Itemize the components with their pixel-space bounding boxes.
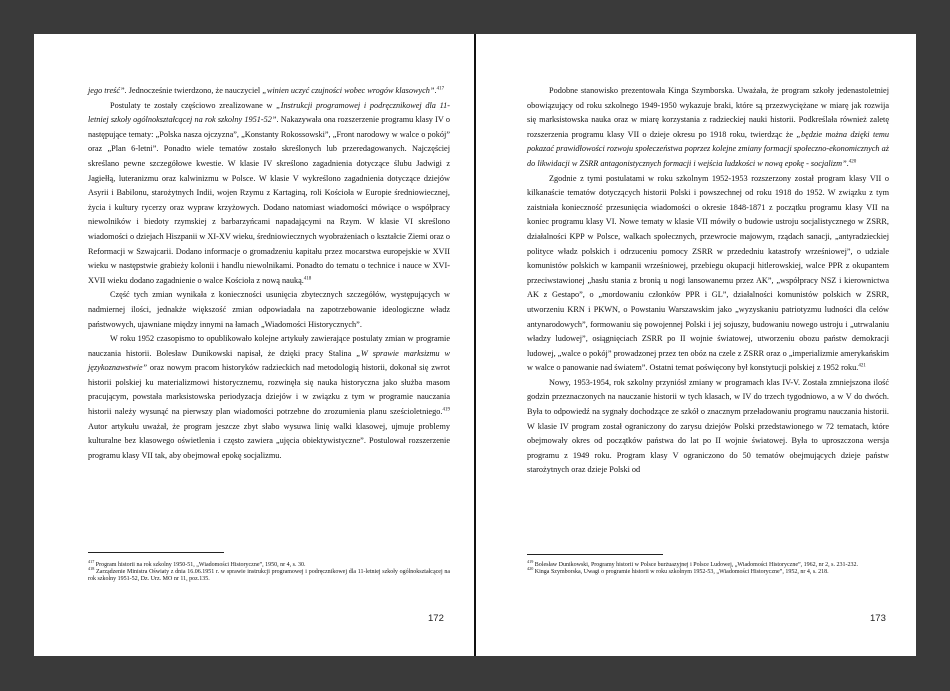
text-run: Nowy, 1953-1954, rok szkolny przyniósł zmiany w programach klas IV-V. Została zmniejszona ilość godzin przeznaczonych na nauczanie historii w tych klasach, w IV do trzech tygodniowo, a w V do dwóch. Była to odpowiedź na sygnały dochodzące ze szkół o znacznym przeładowaniu programu nauczania historii. W klasie IV program został ograniczony do zarysu dziejów Polski przedstawionego w 72 tematach, które obejmowały okres od początków państwa do lat po II wojnie światowej. Była to uproszczona wersja programu z 1949 roku. Program klasy V ograniczono do 50 tematów obejmujących dzieje państw starożytnych oraz dzieje Polski od	[527, 377, 889, 475]
footnote-reference: 421	[858, 363, 866, 369]
text-run: Jednocześnie twierdzono, że nauczyciel	[126, 86, 263, 95]
right-page-footnotes	[527, 559, 889, 576]
right-page	[476, 34, 916, 656]
body-paragraph	[527, 172, 889, 376]
footnote-reference: 418	[303, 275, 312, 281]
page-number-right: 173	[870, 613, 886, 624]
footnote-reference: 419	[442, 407, 450, 413]
body-paragraph	[88, 332, 450, 463]
text-run: Podobne stanowisko prezentowała Kinga Szymborska. Uważała, że program szkoły jedenastoletniej obowiązujący od roku szkolnego 1949-1950 wykazuje braki, które są przezwyciężane w miarę jak rozwija się marksistowska nauka oraz w miarę korzystania z radzieckiej nauki historii. Podkreślała również zaletę rozszerzenia programu klasy VII o dzieje okresu po 1918 roku, twierdząc że	[527, 86, 889, 139]
left-page	[34, 34, 474, 656]
footnote	[527, 566, 889, 576]
footnote-separator	[527, 554, 663, 555]
footnote-separator	[88, 552, 224, 553]
left-page-footnotes	[88, 559, 450, 584]
italic-quote: „Instrukcji programowej i podręcznikowej dla 11-letniej szkoły ogólnokształcącej na rok szkolny 1951-52”	[88, 100, 450, 125]
footnote-reference: 420	[848, 159, 857, 165]
text-run: . Nakazywała ona rozszerzenie programu klasy IV o następujące tematy: „Polska nasza ojczyzna”, „Konstanty Rokossowski”, „Front narodowy w walce o pokój” oraz „Plan 6-letni”. Ponadto wiele tematów zostało skreślonych lub przeredagowanych. Najczęściej skreślano pewne szczegółowe kwestie. W klasie IV skreślono zagadnienia dotyczące ślubu Jadwigi z Jagiełłą, luteranizmu oraz kalwinizmu w Polsce. W klasie V wykreślono zagadnienia dotyczące dziejów Asyrii i Babilonu, starożytnych Indii, wojen Rzymu z Kartaginą, roli Kościoła w Europie średniowiecznej, życia i kultury rycerzy oraz wypraw krzyżowych. Dodano natomiast wiadomości mówiące o współpracy niewolników i biedoty rzymskiej z barbarzyńcami napadającymi na Rzym. W klasie VI skreślono wiadomości o dziejach Hiszpanii w XI-XV wieku, średniowiecznych wyobrażeniach o kształcie Ziemi oraz o Reformacji w Szwajcarii. Dodano informacje o gromadzeniu kapitału przez mocarstwa europejskie w XVII wieku w następstwie grabieży kolonii i handlu niewolnikami. Ponadto do tematu o technice i nauce w XVI-XVII wieku dodano zagadnienie o walce Kościoła z nową nauką.	[88, 115, 450, 285]
text-run: Część tych zmian wynikała z konieczności usunięcia zbytecznych szczegółów, występujących w nadmiernej ilości, jednakże większość zmian odpowiadała na zapotrzebowanie ideologiczne władz państwowych, ujawniane między innymi na łamach „Wiadomości Historycznych”.	[88, 290, 450, 329]
footnote-number: 420	[527, 566, 534, 572]
body-paragraph	[88, 288, 450, 332]
text-run: Autor artykułu uważał, że program jeszcze zbyt słabo wysuwa linię walki klasowej, ujmuje problemy kulturalne bez klasowego oświetlenia i często zawiera „ujęcia obiektywistyczne”. Postulował rozszerzenie programu klasy VII tak, aby obejmował epokę socjalizmu.	[88, 421, 450, 460]
italic-quote: „będzie można dzięki temu pokazać prawidłowości rozwoju społeczeństwa poprzez kolejne zmiany formacji społeczno-ekonomicznych aż do likwidacji w ZSRR antagonistycznych formacji i wejścia ludzkości w nową epokę - socjalizm”	[527, 129, 889, 168]
footnote-text: Kinga Szymborska, Uwagi o programie historii w roku szkolnym 1952-53, „Wiadomości Historyczne”, 1952, nr 4, s. 218.	[533, 569, 829, 576]
text-run: Zgodnie z tymi postulatami w roku szkolnym 1952-1953 rozszerzony został program klasy VII o kilkanaście tematów dotyczących historii Polski i powszechnej od roku 1918 do 1952. W związku z tym zaistniała konieczność przesunięcia wiadomości o okresie 1848-1871 z początku programu klasy VII na koniec programu klasy VI. Nowe tematy w klasie VII mówiły o budowie ustroju socjalistycznego w ZSRR, działalności KPP w Polsce, walkach społecznych, przewrocie majowym, rządach sanacji, „antyradzieckiej polityce władz polskich i odrzuceniu pomocy ZSRR w przededniu katastrofy wrześniowej”, o udziale komunistów polskich w kampanii wrześniowej, przebiegu okupacji hitlerowskiej, walce PPR z okupantem przeciwstawionej „hasłu stania z bronią u nogi lansowanemu przez AK”, „współpracy NSZ i kierownictwa AK z Gestapo”, o „mordowaniu członków PPR i GL”, działalności komunistów polskich w ZSRR, utworzeniu KRN i PKWN, o Powstaniu Warszawskim jako „wyzyskaniu patriotyzmu ludności dla celów antynarodowych”, formowaniu się powojennej Polski i jej sojuszy, budowaniu nowego ustroju i „utrwalaniu władzy ludowej”, osiągnięciach ZSRR po II wojnie światowej, utworzeniu obozu państw demokracji ludowej, „walce o pokój” prowadzonej przez ten obóz na czele z ZSRR oraz o „imperializmie amerykańskim w walce o panowanie nad światem”. Ostatni temat poświęcony był konstytucji polskiej z 1952 roku.	[527, 173, 889, 373]
footnote-text: Program historii na rok szkolny 1950-51, „Wiadomości Historyczne”, 1950, nr 4, s. 30.	[94, 562, 306, 568]
text-run: .	[434, 86, 437, 95]
right-page-body	[527, 84, 889, 478]
italic-quote: „winien uczyć czujności wobec wrogów klasowych”	[262, 86, 435, 95]
footnote-text: Zarządzenie Ministra Oświaty z dnia 16.06.1951 r. w sprawie instrukcji programowej i podręcznikowej dla 11-letniej szkoły ogólnokształcącej na rok szkolny 1951-52, Dz. Urz. MO nr 11, poz.135.	[88, 569, 450, 583]
footnote-number: 418	[88, 566, 95, 572]
footnote-number: 419	[527, 559, 534, 564]
text-run: oraz nowym pracom historyków radzieckich nad metodologią historii, dokonał się zwrot historii polskiej ku materializmowi historycznemu, rozwinęła się nauka historyczna jako służba masom pracującym, powstała marksistowska periodyzacja dziejów i w związku z tym w programie nauczania historii należy wysunąć na pierwszy plan wiadomości potrzebne do zrozumienia planu sześcioletniego.	[88, 363, 450, 417]
body-paragraph	[527, 376, 889, 478]
text-run: .	[846, 158, 849, 168]
page-number-left: 172	[428, 613, 444, 624]
body-paragraph	[88, 84, 450, 99]
text-run: Postulaty te zostały częściowo zrealizowane w	[110, 100, 277, 110]
footnote-text: Bolesław Dunikowski, Programy historii w Polsce burżuazyjnej i Polsce Ludowej, „Wiadomości Historyczne”, 1962, nr 2, s. 231-232.	[533, 562, 858, 568]
footnote	[88, 566, 450, 583]
body-paragraph	[88, 99, 450, 289]
italic-quote: „W sprawie marksizmu w językoznawstwie”	[88, 348, 450, 373]
italic-quote: jego treść”.	[88, 86, 127, 95]
left-page-body	[88, 84, 450, 463]
footnote-reference: 417	[436, 86, 445, 92]
footnote-number: 417	[88, 559, 95, 564]
body-paragraph	[527, 84, 889, 172]
text-run: W roku 1952 czasopismo to opublikowało kolejne artykuły zawierające postulaty zmian w programie nauczania historii. Bolesław Dunikowski napisał, że dzięki pracy Stalina	[88, 334, 450, 358]
